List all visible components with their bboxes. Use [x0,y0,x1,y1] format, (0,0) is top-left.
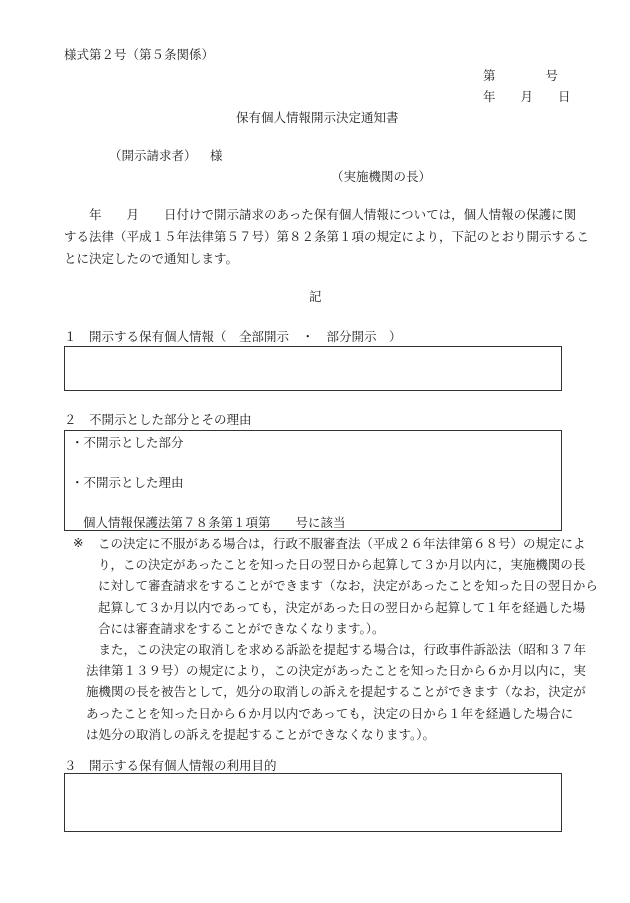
section2-heading: ２ 不開示とした部分とその理由 [64,412,252,427]
notice-line: また，この決定の取消しを求める訴訟を提起する場合は，行政事件訴訟法（昭和３７年 [86,642,587,657]
notice-line: は処分の取消しの訴えを提起することができなくなります。）。 [86,726,436,742]
notice-line: 起算して３か月以内であっても，決定があった日の翌日から起算して１年を経過した場 [98,599,586,615]
undisclosed-part-label: ・不開示とした部分 [71,435,184,450]
ki-label: 記 [309,289,322,304]
section1-heading: １ 開示する保有個人情報（ 全部開示 ・ 部分開示 ） [64,329,402,344]
legal-basis-line: 個人情報保護法第７８条第１項第 号に該当 [83,515,346,530]
notice-line: に対して審査請求をすることができます（なお，決定があったことを知った日の翌日から [98,578,598,594]
form-label: 様式第２号（第５条関係） [64,47,215,62]
section1-content [65,347,561,363]
page-title: 保有個人情報開示決定通知書 [236,110,399,125]
addressee-name-label: （開示請求者） [109,148,197,163]
undisclosed-reason-label: ・不開示とした理由 [71,475,184,490]
issuer-label: （実施機関の長） [331,169,432,184]
section3-content [65,774,561,790]
body-line: する法律（平成１５年法律第５７号）第８２条第１項の規定により，下記のとおり開示するこ [64,229,590,244]
addressee-honorific: 様 [210,148,223,163]
section3-heading: ３ 開示する保有個人情報の利用目的 [64,758,277,773]
notice-line: 施機関の長を被告として，処分の取消しの訴えを提起することができます（なお，決定が [86,684,586,700]
notice-paragraph-1 [98,533,598,639]
notice-line: 合には審査請求をすることができなくなります。）。 [98,620,385,636]
notice-mark: ※ [73,535,84,550]
document-number: 第 号 [483,68,559,83]
section1-content-box [64,346,562,391]
body-paragraph [64,204,589,270]
section3-content-box [64,773,562,832]
notice-paragraph-2 [86,639,586,745]
body-line: とに決定したので通知します。 [64,251,239,266]
notice-line: あったことを知った日から６か月以内であっても，決定の日から１年を経過した場合に [86,705,574,721]
document-date: 年 月 日 [483,89,571,104]
notice-line: この決定に不服がある場合は，行政不服審査法（平成２６年法律第６８号）の規定によ [98,536,586,551]
body-line: 年 月 日付けで開示請求のあった保有個人情報については，個人情報の保護に関 [64,207,577,222]
section2-content-box [64,430,562,531]
notice-line: り，この決定があったことを知った日の翌日から起算して３か月以内に，実施機関の長 [98,557,586,573]
notice-line: 法律第１３９号）の規定により，この決定があったことを知った日から６か月以内に，実 [86,663,586,679]
